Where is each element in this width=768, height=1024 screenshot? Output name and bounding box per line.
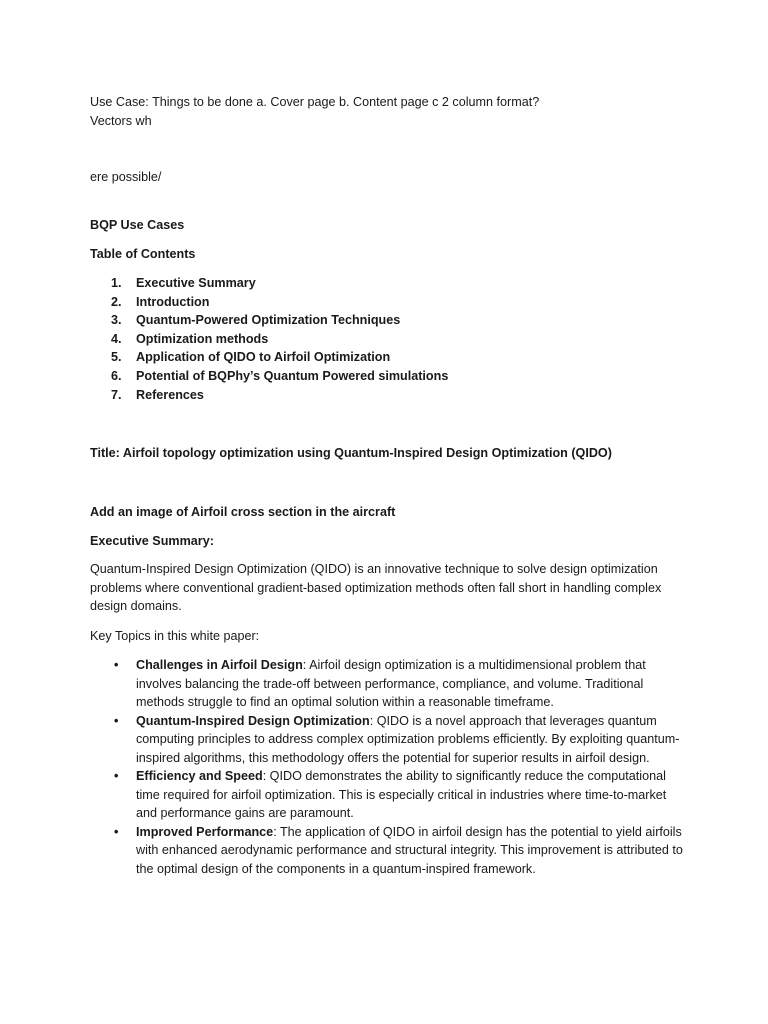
toc-item bbox=[90, 274, 690, 293]
bullet-text: : Airfoil design optimization is a multidimensional problem that involves balancing the trade-off between performance, compliance, and volume. Traditional methods struggle to find an optimal solution within a reasonable timeframe. bbox=[136, 658, 646, 709]
toc-item-label: Quantum-Powered Optimization Techniques bbox=[136, 313, 401, 328]
bullet-text: : QIDO is a novel approach that leverages quantum computing principles to address complex optimization problems efficiently. By exploiting quantum-inspired algorithms, this methodology offers the potential for superior results in airfoil design. bbox=[136, 713, 680, 765]
bullet-text: : The application of QIDO in airfoil design has the potential to yield airfoils with enhanced aerodynamic performance and structural integrity. This improvement is attributed to the optimal design of the components in a quantum-inspired framework. bbox=[136, 824, 683, 876]
bullet-term: Quantum-Inspired Design Optimization bbox=[136, 713, 370, 728]
toc-item-number: 2. bbox=[111, 294, 122, 309]
doc-title: BQP Use Cases bbox=[90, 218, 185, 232]
header-line-3: ere possible/ bbox=[90, 170, 162, 184]
toc-item-label: Executive Summary bbox=[136, 276, 256, 290]
toc-item-label: Potential of BQPhy’s Quantum Powered simulations bbox=[136, 368, 449, 383]
toc-item bbox=[90, 348, 690, 367]
toc-item-number: 1. bbox=[111, 276, 122, 290]
image-placeholder-note: Add an image of Airfoil cross section in the aircraft bbox=[90, 505, 396, 519]
list-item bbox=[90, 767, 690, 823]
list-item bbox=[90, 712, 690, 768]
list-item bbox=[90, 823, 690, 879]
toc-item-number: 7. bbox=[111, 387, 122, 402]
toc-item-number: 5. bbox=[111, 350, 122, 365]
toc-item bbox=[90, 386, 690, 405]
bullet-icon: • bbox=[114, 769, 119, 783]
header-line-2: Vectors wh bbox=[90, 114, 152, 128]
toc-item-number: 6. bbox=[111, 368, 122, 383]
toc-item-label: Application of QIDO to Airfoil Optimization bbox=[136, 350, 391, 365]
key-topics-list bbox=[90, 656, 690, 878]
toc-item bbox=[90, 330, 690, 349]
executive-summary-paragraph: Quantum-Inspired Design Optimization (QIDO) is an innovative technique to solve design optimization problems where conventional gradient-based optimization methods often fall short in handling complex design domains. bbox=[90, 562, 662, 613]
toc-item-label: References bbox=[136, 387, 204, 402]
key-topics-label: Key Topics in this white paper: bbox=[90, 629, 260, 643]
bullet-term: Challenges in Airfoil Design bbox=[136, 658, 303, 672]
bullet-text: : QIDO demonstrates the ability to significantly reduce the computational time required for airfoil optimization. This is especially critical in industries where time-to-market and performance gains are paramount. bbox=[136, 769, 667, 820]
toc-item-label: Optimization methods bbox=[136, 331, 269, 346]
bullet-icon: • bbox=[114, 713, 119, 728]
bullet-icon: • bbox=[114, 824, 119, 839]
bullet-icon: • bbox=[114, 658, 119, 672]
toc-item bbox=[90, 367, 690, 386]
toc-item-number: 4. bbox=[111, 331, 122, 346]
executive-summary-heading: Executive Summary: bbox=[90, 534, 214, 548]
list-item bbox=[90, 656, 690, 712]
toc-item bbox=[90, 311, 690, 330]
header-line-1: Use Case: Things to be done a. Cover page b. Content page c 2 column format? bbox=[90, 95, 540, 109]
table-of-contents bbox=[90, 274, 690, 404]
toc-item bbox=[90, 293, 690, 312]
toc-heading: Table of Contents bbox=[90, 247, 196, 261]
document-title-line: Title: Airfoil topology optimization using Quantum-Inspired Design Optimization (QIDO) bbox=[90, 446, 612, 460]
toc-item-number: 3. bbox=[111, 313, 122, 328]
bullet-term: Improved Performance bbox=[136, 824, 274, 839]
bullet-term: Efficiency and Speed bbox=[136, 769, 263, 783]
toc-item-label: Introduction bbox=[136, 294, 210, 309]
